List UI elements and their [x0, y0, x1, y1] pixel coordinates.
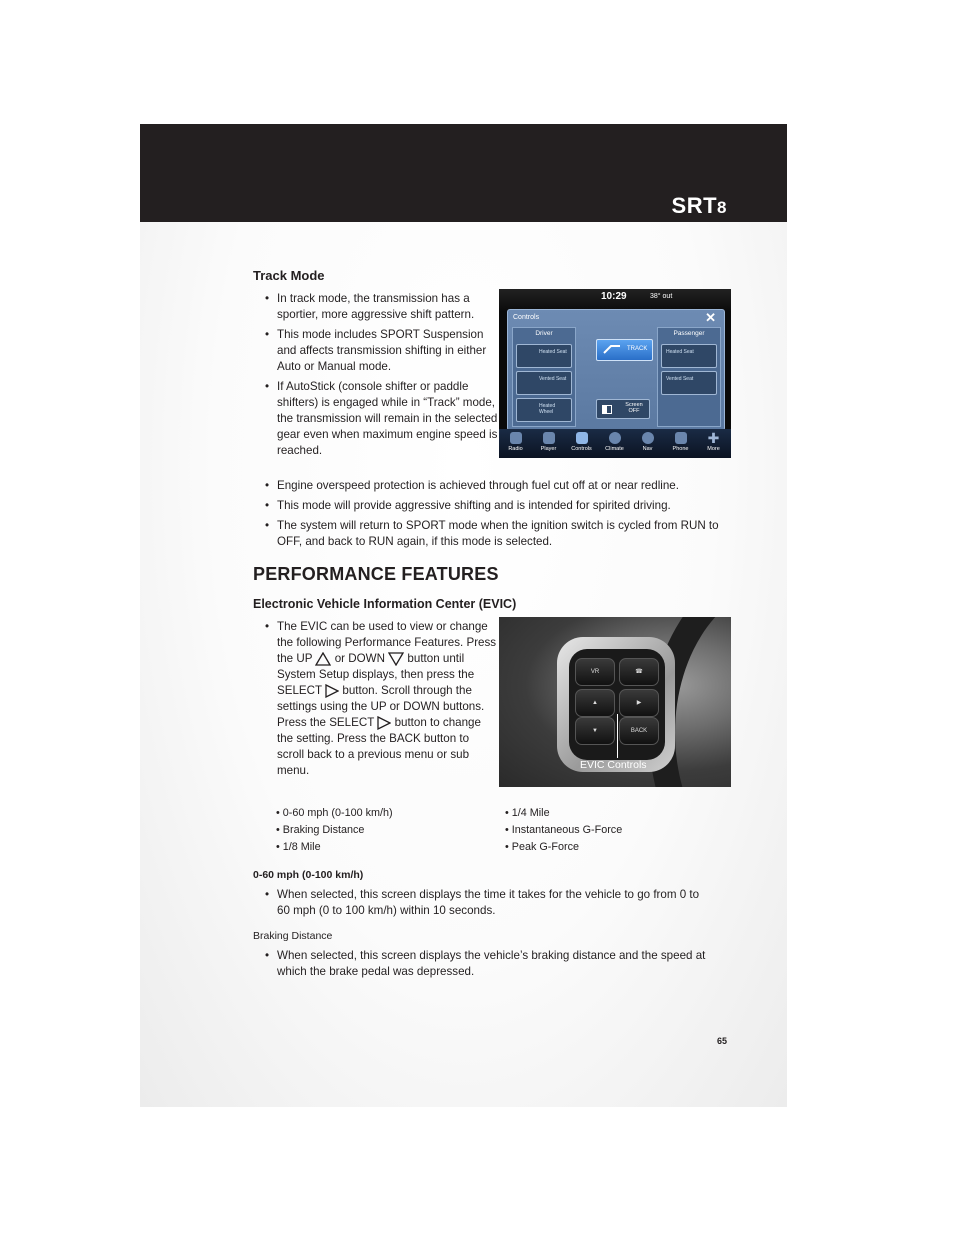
- screen-panel-title: Controls: [513, 314, 540, 321]
- screen-heated-seat-driver: Heated Seat: [516, 344, 572, 368]
- features-list-right: [505, 805, 622, 856]
- list-item: • In track mode, the transmission has a sportier, more aggressive shift pattern.: [253, 291, 498, 323]
- list-item: • Engine overspeed protection is achieved through fuel cut off at or near redline.: [253, 478, 731, 494]
- phone-button: ☎: [619, 658, 659, 686]
- screen-temp: 38° out: [650, 293, 673, 300]
- down-button: ▼: [575, 717, 615, 745]
- list-item: • If AutoStick (console shifter or paddle shifters) is engaged while in “Track” mode, the transmission will remain in the selected gear even when maximum engine speed is reached.: [253, 379, 498, 459]
- page-header: [140, 124, 787, 222]
- list-item: • When selected, this screen displays the time it takes for the vehicle to go from 0 to 60 mph (0 to 100 km/h) within 10 seconds.: [253, 887, 703, 919]
- climate-icon: Climate: [598, 429, 631, 458]
- list-item: • Peak G-Force: [505, 841, 579, 853]
- up-triangle-icon: [315, 652, 331, 666]
- list-item: • When selected, this screen displays the vehicle’s braking distance and the speed at which the brake pedal was depressed.: [253, 948, 731, 980]
- page-number: 65: [717, 1036, 728, 1046]
- list-item: • Braking Distance: [276, 824, 365, 836]
- performance-heading: PERFORMANCE FEATURES: [253, 564, 499, 584]
- evic-controls-image: [499, 617, 731, 787]
- screen-heated-seat-passenger: Heated Seat: [661, 344, 717, 368]
- list-item: • 1/8 Mile: [276, 841, 321, 853]
- voice-button: VR: [575, 658, 615, 686]
- up-button: ▲: [575, 689, 615, 717]
- screen-passenger-column: [657, 327, 721, 427]
- track-mode-heading: Track Mode: [253, 268, 325, 283]
- nav-icon: Nav: [631, 429, 664, 458]
- features-list-left: [276, 805, 393, 856]
- header-title-main: SRT: [671, 193, 718, 218]
- list-item: • This mode will provide aggressive shifting and is intended for spirited driving.: [253, 498, 731, 514]
- screen-track-button: TRACK: [596, 339, 653, 361]
- list-item: • This mode includes SPORT Suspension and affects transmission shifting in either Auto or Manual mode.: [253, 327, 498, 375]
- controls-screen-image: [499, 289, 731, 458]
- player-icon: Player: [532, 429, 565, 458]
- zero-sixty-list: [253, 887, 703, 923]
- back-button: BACK: [619, 717, 659, 745]
- list-item: • Instantaneous G-Force: [505, 824, 623, 836]
- zero-sixty-heading: 0-60 mph (0-100 km/h): [253, 869, 364, 881]
- header-title: [672, 193, 727, 219]
- radio-icon: Radio: [499, 429, 532, 458]
- select-button: ▶: [619, 689, 659, 717]
- screen-driver-column: [512, 327, 576, 427]
- phone-icon: Phone: [664, 429, 697, 458]
- down-triangle-icon: [388, 652, 404, 666]
- screen-driver-label: Driver: [535, 330, 553, 337]
- screen-passenger-label: Passenger: [673, 330, 705, 337]
- select-triangle-icon: [325, 684, 339, 698]
- list-item: • 0-60 mph (0-100 km/h): [276, 807, 393, 819]
- screen-time: 10:29: [601, 291, 627, 302]
- evic-list: [253, 619, 498, 783]
- braking-list: [253, 948, 731, 984]
- screen-off-icon: [602, 405, 612, 414]
- controls-icon: Controls: [565, 429, 598, 458]
- screen-off-button: Screen OFF: [596, 399, 650, 419]
- track-mode-list-top: [253, 291, 498, 463]
- evic-heading: Electronic Vehicle Information Center (EVIC): [253, 597, 517, 611]
- screen-vented-seat-passenger: Vented Seat: [661, 371, 717, 395]
- screen-status-bar: [499, 289, 731, 311]
- list-item: • 1/4 Mile: [505, 807, 550, 819]
- screen-vented-seat-driver: Vented Seat: [516, 371, 572, 395]
- evic-description: • The EVIC can be used to view or change the following Performance Features. Press the UP or DOWN button until System Setup displays, then press the SELECT button. Scroll through the settings using the UP or DOWN buttons. Press the SELECT button to change the setting. Press the BACK button to scroll back to a previous menu or sub menu.: [253, 619, 498, 779]
- close-icon: ✕: [705, 310, 716, 325]
- more-icon: ✚ More: [707, 430, 720, 452]
- evic-controls-label: EVIC Controls: [580, 759, 647, 771]
- list-item: • The system will return to SPORT mode when the ignition switch is cycled from RUN to OFF, and back to RUN again, if this mode is selected.: [253, 518, 731, 550]
- screen-heated-wheel: Heated Wheel: [516, 398, 572, 422]
- header-title-sub: 8: [717, 198, 727, 217]
- callout-line: [617, 714, 618, 758]
- track-mode-list-bottom: [253, 478, 731, 554]
- screen-controls-panel: [507, 309, 725, 431]
- track-icon: [603, 344, 621, 354]
- select-triangle-icon: [377, 716, 391, 730]
- screen-bottom-bar: [499, 429, 731, 458]
- braking-heading: Braking Distance: [253, 930, 333, 942]
